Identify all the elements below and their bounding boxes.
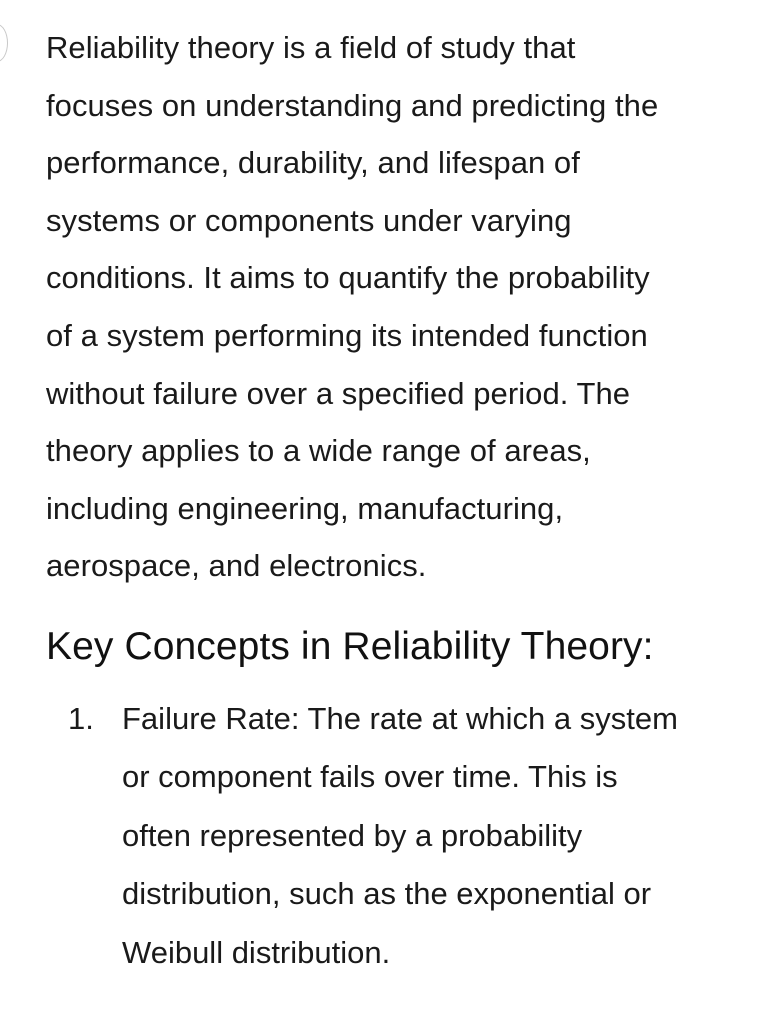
scroll-edge-marker: [0, 24, 8, 62]
list-item: [46, 690, 758, 983]
concept-list: [46, 675, 758, 983]
intro-paragraph: Reliability theory is a field of study that focuses on understanding and predicting the performance, durability, and lifespan of systems or components under varying conditions. It aims to quantify the probability of a system performing its intended function without failure over a specified period. The theory applies to a wide range of areas, including engineering, manufacturing, aerospace, and electronics.: [46, 30, 659, 584]
section-heading: Key Concepts in Reliability Theory:: [46, 624, 654, 668]
document-body: [46, 0, 758, 982]
list-item-text: Failure Rate: The rate at which a system or component fails over time. This is often represented by a probability distribution, such as the exponential or Weibull distribution.: [122, 700, 678, 970]
list-item-number: 1.: [68, 700, 94, 736]
